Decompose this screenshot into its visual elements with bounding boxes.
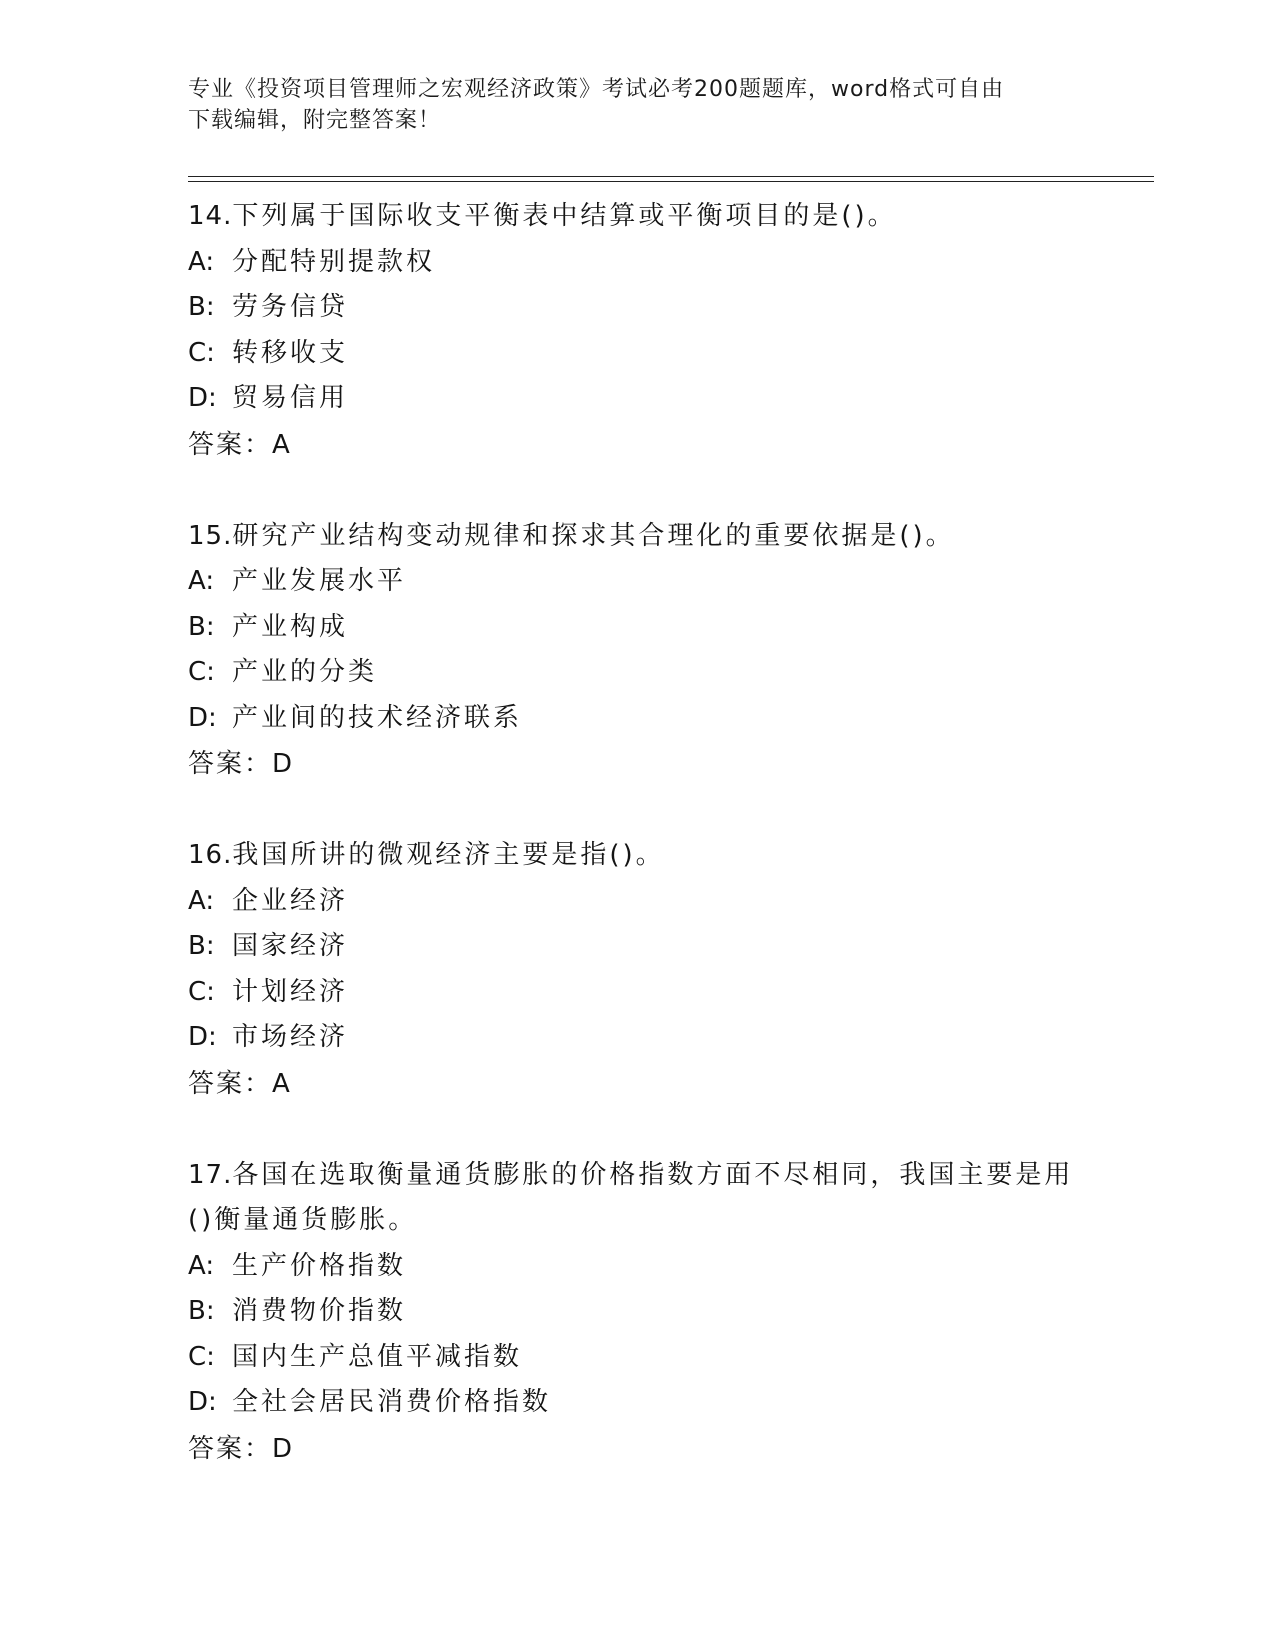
answer-label: 答案： xyxy=(188,429,273,460)
option-key: D: xyxy=(188,383,217,413)
answer-value: D xyxy=(272,1433,293,1464)
question-stem xyxy=(188,1153,1088,1199)
option-text: 国内生产总值平减指数 xyxy=(232,1341,523,1372)
question-stem-continuation xyxy=(188,1198,1088,1244)
answer-label: 答案： xyxy=(188,749,273,779)
question-15 xyxy=(188,514,1088,788)
option-text: 分配特别提款权 xyxy=(232,246,436,277)
question-text: 研究产业结构变动规律和探求其合理化的重要依据是()。 xyxy=(232,520,955,551)
option-b xyxy=(188,1289,1088,1335)
option-key: B: xyxy=(188,1296,215,1326)
option-a xyxy=(188,559,1088,605)
option-key: C: xyxy=(188,1341,215,1372)
option-d xyxy=(188,696,1088,742)
answer-line xyxy=(188,1061,1088,1107)
option-key: C: xyxy=(188,337,215,368)
option-c xyxy=(188,650,1088,696)
option-b xyxy=(188,924,1088,970)
option-text: 计划经济 xyxy=(232,976,349,1007)
option-text: 国家经济 xyxy=(232,931,349,961)
option-text: 企业经济 xyxy=(232,885,349,916)
option-key: A: xyxy=(188,566,215,596)
option-key: C: xyxy=(188,657,215,687)
option-text: 产业发展水平 xyxy=(232,566,407,596)
option-text: 产业间的技术经济联系 xyxy=(232,702,523,733)
option-key: B: xyxy=(188,931,215,961)
option-b xyxy=(188,285,1088,331)
option-a xyxy=(188,1244,1088,1290)
answer-value: D xyxy=(272,749,293,779)
header-line-1: 专业《投资项目管理师之宏观经济政策》考试必考200题题库，word格式可自由 xyxy=(188,77,1005,102)
option-key: B: xyxy=(188,611,215,642)
question-text: 下列属于国际收支平衡表中结算或平衡项目的是()。 xyxy=(232,201,897,231)
option-b xyxy=(188,605,1088,651)
option-a xyxy=(188,879,1088,925)
option-key: D: xyxy=(188,702,217,733)
document-header xyxy=(188,74,1088,136)
option-d xyxy=(188,376,1088,422)
option-key: A: xyxy=(188,1250,215,1281)
option-text: 市场经济 xyxy=(232,1022,349,1052)
question-16 xyxy=(188,833,1088,1107)
option-text: 消费物价指数 xyxy=(232,1296,407,1326)
answer-label: 答案： xyxy=(188,1433,273,1464)
answer-line xyxy=(188,1426,1088,1472)
header-divider-top xyxy=(188,176,1154,177)
option-key: A: xyxy=(188,885,215,916)
option-key: D: xyxy=(188,1387,217,1417)
option-text: 全社会居民消费价格指数 xyxy=(232,1387,552,1417)
question-text: ()衡量通货膨胀。 xyxy=(188,1205,418,1235)
option-text: 生产价格指数 xyxy=(232,1250,407,1281)
question-number: 14. xyxy=(188,201,233,231)
question-number: 17. xyxy=(188,1159,233,1190)
answer-label: 答案： xyxy=(188,1068,273,1099)
header-line-2: 下载编辑，附完整答案！ xyxy=(188,108,442,133)
option-d xyxy=(188,1380,1088,1426)
option-key: D: xyxy=(188,1022,217,1052)
option-c xyxy=(188,970,1088,1016)
answer-line xyxy=(188,422,1088,468)
option-key: A: xyxy=(188,246,215,277)
answer-value: A xyxy=(272,1068,290,1099)
question-stem xyxy=(188,194,1088,240)
answer-line xyxy=(188,741,1088,787)
option-text: 产业构成 xyxy=(232,611,349,642)
option-c xyxy=(188,1335,1088,1381)
question-stem xyxy=(188,833,1088,879)
question-stem xyxy=(188,514,1088,560)
question-number: 16. xyxy=(188,840,233,870)
option-text: 产业的分类 xyxy=(232,657,378,687)
option-d xyxy=(188,1015,1088,1061)
option-key: C: xyxy=(188,976,215,1007)
question-14 xyxy=(188,194,1088,468)
question-text: 我国所讲的微观经济主要是指()。 xyxy=(232,840,665,870)
option-a xyxy=(188,240,1088,286)
option-text: 贸易信用 xyxy=(232,383,349,413)
question-list xyxy=(188,194,1088,1518)
question-17 xyxy=(188,1153,1088,1472)
option-text: 劳务信贷 xyxy=(232,292,349,322)
question-number: 15. xyxy=(188,520,233,551)
answer-value: A xyxy=(272,429,290,460)
option-key: B: xyxy=(188,292,215,322)
question-text: 各国在选取衡量通货膨胀的价格指数方面不尽相同，我国主要是用 xyxy=(232,1159,1074,1190)
option-c xyxy=(188,331,1088,377)
option-text: 转移收支 xyxy=(232,337,349,368)
header-divider-bottom xyxy=(188,181,1154,182)
